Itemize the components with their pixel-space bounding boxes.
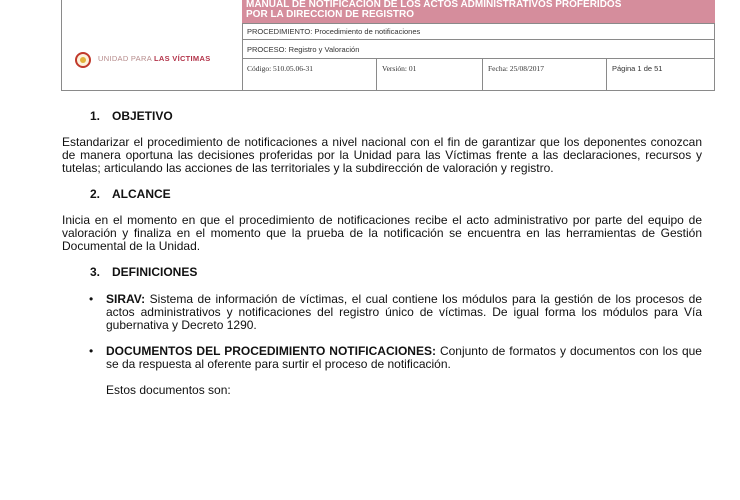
section-number: 2. (90, 187, 101, 201)
definition-text: Sistema de información de víctimas, el cual contiene los módulos para la gestión de los procesos de actos administrativos y notificaciones del registro único de víctimas. De igual forma los módulos para Vía gubernativa y Decreto 1290. (106, 292, 702, 332)
manual-title-line-1: MANUAL DE NOTIFICACIÓN DE LOS ACTOS ADMINISTRATIVOS PROFERIDOS (246, 0, 622, 10)
metadata-row (242, 59, 715, 90)
bullet-icon: • (89, 344, 94, 358)
date-cell: Fecha: 25/08/2017 (483, 59, 607, 90)
section-heading-alcance (90, 188, 702, 201)
section-title: ALCANCE (112, 187, 171, 201)
section-number: 1. (90, 109, 101, 123)
section-heading-definiciones (90, 266, 702, 279)
section-heading-objetivo (90, 110, 702, 123)
definition-term: DOCUMENTOS DEL PROCEDIMIENTO NOTIFICACIONES: (106, 344, 436, 358)
definition-item-sirav (62, 293, 702, 332)
section-number: 3. (90, 265, 101, 279)
logo-cell (62, 0, 243, 90)
section-title: OBJETIVO (112, 109, 173, 123)
alcance-paragraph: Inicia en el momento en que el procedimiento de notificaciones recibe el acto administrativo por parte del equipo de valoración y finaliza en el momento que la prueba de la notificación se encuentra en las herramientas de Gestión Documental de la Unidad. (62, 213, 702, 253)
code-cell: Código: 510.05.06-31 (242, 59, 377, 90)
definition-text: Conjunto de formatos y documentos con los que se da respuesta al oferente para surtir el proceso de notificación. (106, 344, 702, 371)
bullet-icon: • (89, 292, 94, 306)
manual-title (242, 0, 715, 24)
manual-title-line-2: POR LA DIRECCION DE REGISTRO (246, 9, 414, 20)
documents-intro-text: Estos documentos son: (106, 383, 231, 397)
section-title: DEFINICIONES (112, 265, 198, 279)
definition-term: SIRAV: (106, 292, 146, 306)
process-row: PROCESO: Registro y Valoración (242, 40, 715, 59)
coat-of-arms-icon (75, 52, 91, 68)
document-header-table (61, 0, 715, 91)
document-body (62, 96, 702, 397)
definition-item-documentos (62, 345, 702, 371)
page-number-cell: Página 1 de 51 (612, 64, 663, 73)
version-cell: Versión: 01 (377, 59, 483, 90)
objetivo-paragraph: Estandarizar el procedimiento de notificaciones a nivel nacional con el fin de garantizar que los deponentes conozcan de manera oportuna las decisiones proferidas por la Unidad para las Víctimas frente a las declaraciones, recursos y tutelas; articulando las acciones de las territoriales y la subdirección de valoración y registro. (62, 135, 702, 175)
procedure-row: PROCEDIMIENTO: Procedimiento de notificaciones (242, 24, 715, 40)
unit-logo-text: UNIDAD PARA LAS VÍCTIMAS (98, 54, 211, 63)
